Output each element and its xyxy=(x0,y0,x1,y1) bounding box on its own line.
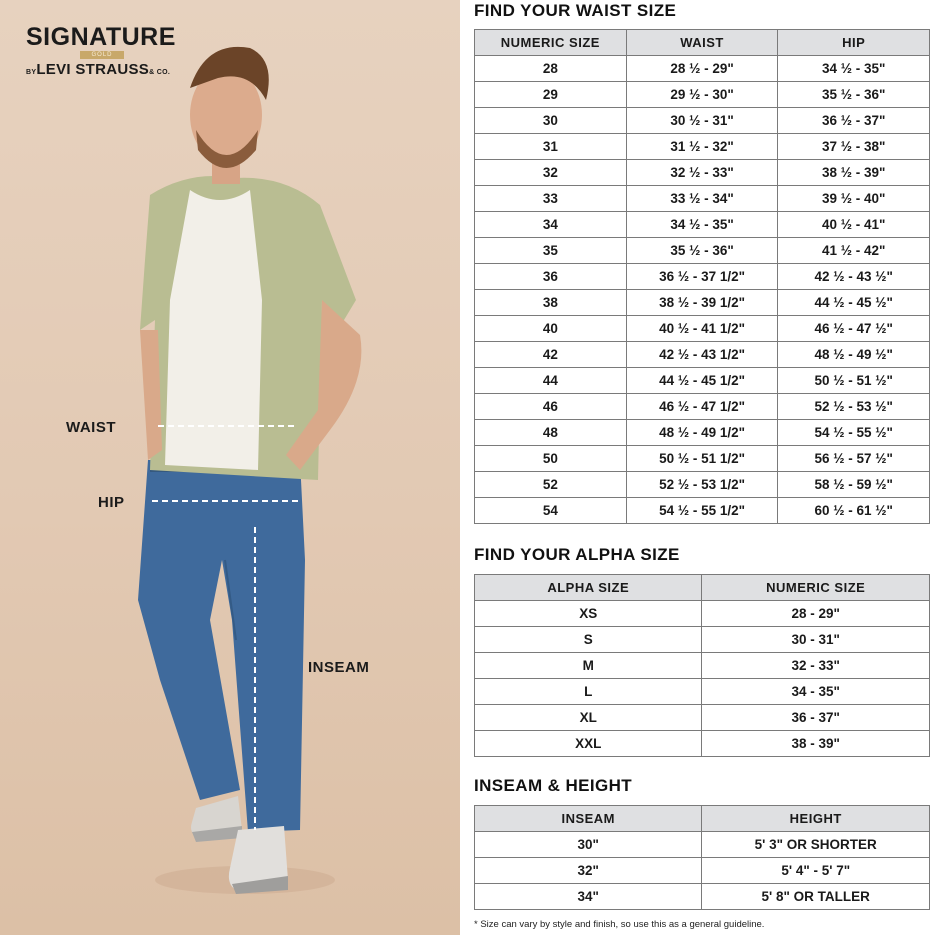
table-cell: 46 xyxy=(475,394,627,420)
table-cell: 28 ½ - 29" xyxy=(626,56,778,82)
inseam-table-header xyxy=(475,806,930,832)
table-row xyxy=(475,212,930,238)
table-cell: 29 xyxy=(475,82,627,108)
table-cell: 31 ½ - 32" xyxy=(626,134,778,160)
brand-signature-text: SIGNATURE xyxy=(26,23,176,51)
header-height: HEIGHT xyxy=(702,806,930,832)
table-cell: 34" xyxy=(475,884,702,910)
table-row xyxy=(475,290,930,316)
alpha-size-title: FIND YOUR ALPHA SIZE xyxy=(474,545,680,564)
model-photo-panel xyxy=(0,0,460,935)
table-row xyxy=(475,472,930,498)
table-cell: 28 - 29" xyxy=(702,601,930,627)
table-cell: 30 ½ - 31" xyxy=(626,108,778,134)
waist-size-title: FIND YOUR WAIST SIZE xyxy=(474,1,677,20)
table-cell: 33 ½ - 34" xyxy=(626,186,778,212)
table-row xyxy=(475,186,930,212)
table-cell: 32 - 33" xyxy=(702,653,930,679)
table-cell: 40 ½ - 41" xyxy=(778,212,930,238)
header-alpha-size: ALPHA SIZE xyxy=(475,575,702,601)
table-cell: 34 ½ - 35" xyxy=(626,212,778,238)
alpha-size-table xyxy=(474,574,930,757)
table-cell: 48 ½ - 49 ½" xyxy=(778,342,930,368)
table-cell: 31 xyxy=(475,134,627,160)
table-row xyxy=(475,56,930,82)
header-waist: WAIST xyxy=(626,30,778,56)
table-cell: 40 ½ - 41 1/2" xyxy=(626,316,778,342)
table-cell: 33 xyxy=(475,186,627,212)
table-cell: L xyxy=(475,679,702,705)
table-cell: 54 ½ - 55 1/2" xyxy=(626,498,778,524)
table-row xyxy=(475,498,930,524)
table-row xyxy=(475,316,930,342)
table-cell: 35 ½ - 36" xyxy=(626,238,778,264)
table-cell: 42 xyxy=(475,342,627,368)
table-row xyxy=(475,601,930,627)
table-cell: 5' 3" OR SHORTER xyxy=(702,832,930,858)
table-cell: S xyxy=(475,627,702,653)
table-row xyxy=(475,446,930,472)
table-cell: XL xyxy=(475,705,702,731)
table-cell: 60 ½ - 61 ½" xyxy=(778,498,930,524)
table-cell: 34 ½ - 35" xyxy=(778,56,930,82)
table-cell: 32 xyxy=(475,160,627,186)
table-cell: 54 xyxy=(475,498,627,524)
table-cell: M xyxy=(475,653,702,679)
table-cell: 29 ½ - 30" xyxy=(626,82,778,108)
model-figure-illustration xyxy=(0,0,460,935)
table-cell: 38 xyxy=(475,290,627,316)
table-cell: 30 xyxy=(475,108,627,134)
table-cell: 50 ½ - 51 ½" xyxy=(778,368,930,394)
table-row xyxy=(475,238,930,264)
table-cell: 34 xyxy=(475,212,627,238)
table-row xyxy=(475,705,930,731)
table-cell: 48 xyxy=(475,420,627,446)
table-cell: 36 - 37" xyxy=(702,705,930,731)
table-cell: 35 xyxy=(475,238,627,264)
table-cell: 36 ½ - 37" xyxy=(778,108,930,134)
waist-size-table xyxy=(474,29,930,524)
table-cell: 30" xyxy=(475,832,702,858)
table-row xyxy=(475,627,930,653)
waist-table-header xyxy=(475,30,930,56)
table-cell: 56 ½ - 57 ½" xyxy=(778,446,930,472)
header-inseam: INSEAM xyxy=(475,806,702,832)
table-cell: 28 xyxy=(475,56,627,82)
table-cell: 46 ½ - 47 1/2" xyxy=(626,394,778,420)
table-row xyxy=(475,342,930,368)
table-cell: 46 ½ - 47 ½" xyxy=(778,316,930,342)
table-row xyxy=(475,679,930,705)
table-cell: 5' 4" - 5' 7" xyxy=(702,858,930,884)
table-cell: 38 ½ - 39" xyxy=(778,160,930,186)
table-row xyxy=(475,394,930,420)
table-row xyxy=(475,832,930,858)
table-row xyxy=(475,264,930,290)
table-row xyxy=(475,134,930,160)
table-cell: 36 ½ - 37 1/2" xyxy=(626,264,778,290)
table-cell: 39 ½ - 40" xyxy=(778,186,930,212)
table-row xyxy=(475,858,930,884)
table-cell: 32 ½ - 33" xyxy=(626,160,778,186)
table-cell: 58 ½ - 59 ½" xyxy=(778,472,930,498)
table-cell: 54 ½ - 55 ½" xyxy=(778,420,930,446)
table-cell: 41 ½ - 42" xyxy=(778,238,930,264)
table-cell: 52 ½ - 53 1/2" xyxy=(626,472,778,498)
table-row xyxy=(475,884,930,910)
table-row xyxy=(475,368,930,394)
table-cell: 52 xyxy=(475,472,627,498)
footnote: * Size can vary by style and finish, so use this as a general guideline. xyxy=(474,919,765,930)
table-cell: 5' 8" OR TALLER xyxy=(702,884,930,910)
table-cell: 44 xyxy=(475,368,627,394)
waist-measure-label: WAIST xyxy=(66,419,116,436)
table-cell: XXL xyxy=(475,731,702,757)
table-cell: 36 xyxy=(475,264,627,290)
inseam-height-table xyxy=(474,805,930,910)
table-cell: 38 ½ - 39 1/2" xyxy=(626,290,778,316)
table-row xyxy=(475,653,930,679)
table-cell: 40 xyxy=(475,316,627,342)
table-cell: 35 ½ - 36" xyxy=(778,82,930,108)
table-cell: 44 ½ - 45 ½" xyxy=(778,290,930,316)
table-row xyxy=(475,108,930,134)
header-numeric-size: NUMERIC SIZE xyxy=(475,30,627,56)
table-cell: 44 ½ - 45 1/2" xyxy=(626,368,778,394)
table-cell: 52 ½ - 53 ½" xyxy=(778,394,930,420)
table-cell: 32" xyxy=(475,858,702,884)
table-cell: XS xyxy=(475,601,702,627)
header-numeric-size: NUMERIC SIZE xyxy=(702,575,930,601)
alpha-table-header xyxy=(475,575,930,601)
table-cell: 34 - 35" xyxy=(702,679,930,705)
table-row xyxy=(475,82,930,108)
table-cell: 30 - 31" xyxy=(702,627,930,653)
inseam-height-title: INSEAM & HEIGHT xyxy=(474,776,633,795)
table-cell: 48 ½ - 49 1/2" xyxy=(626,420,778,446)
table-row xyxy=(475,160,930,186)
brand-gold-badge: GOLD xyxy=(80,51,124,59)
table-cell: 42 ½ - 43 1/2" xyxy=(626,342,778,368)
table-cell: 38 - 39" xyxy=(702,731,930,757)
table-row xyxy=(475,420,930,446)
inseam-measure-label: INSEAM xyxy=(308,659,370,676)
table-cell: 50 xyxy=(475,446,627,472)
brand-logo xyxy=(26,24,176,78)
header-hip: HIP xyxy=(778,30,930,56)
hip-measure-label: HIP xyxy=(98,494,125,511)
table-row xyxy=(475,731,930,757)
table-cell: 50 ½ - 51 1/2" xyxy=(626,446,778,472)
table-cell: 37 ½ - 38" xyxy=(778,134,930,160)
table-cell: 42 ½ - 43 ½" xyxy=(778,264,930,290)
brand-levi-strauss-text: BYLEVI STRAUSS& CO. xyxy=(26,61,171,78)
